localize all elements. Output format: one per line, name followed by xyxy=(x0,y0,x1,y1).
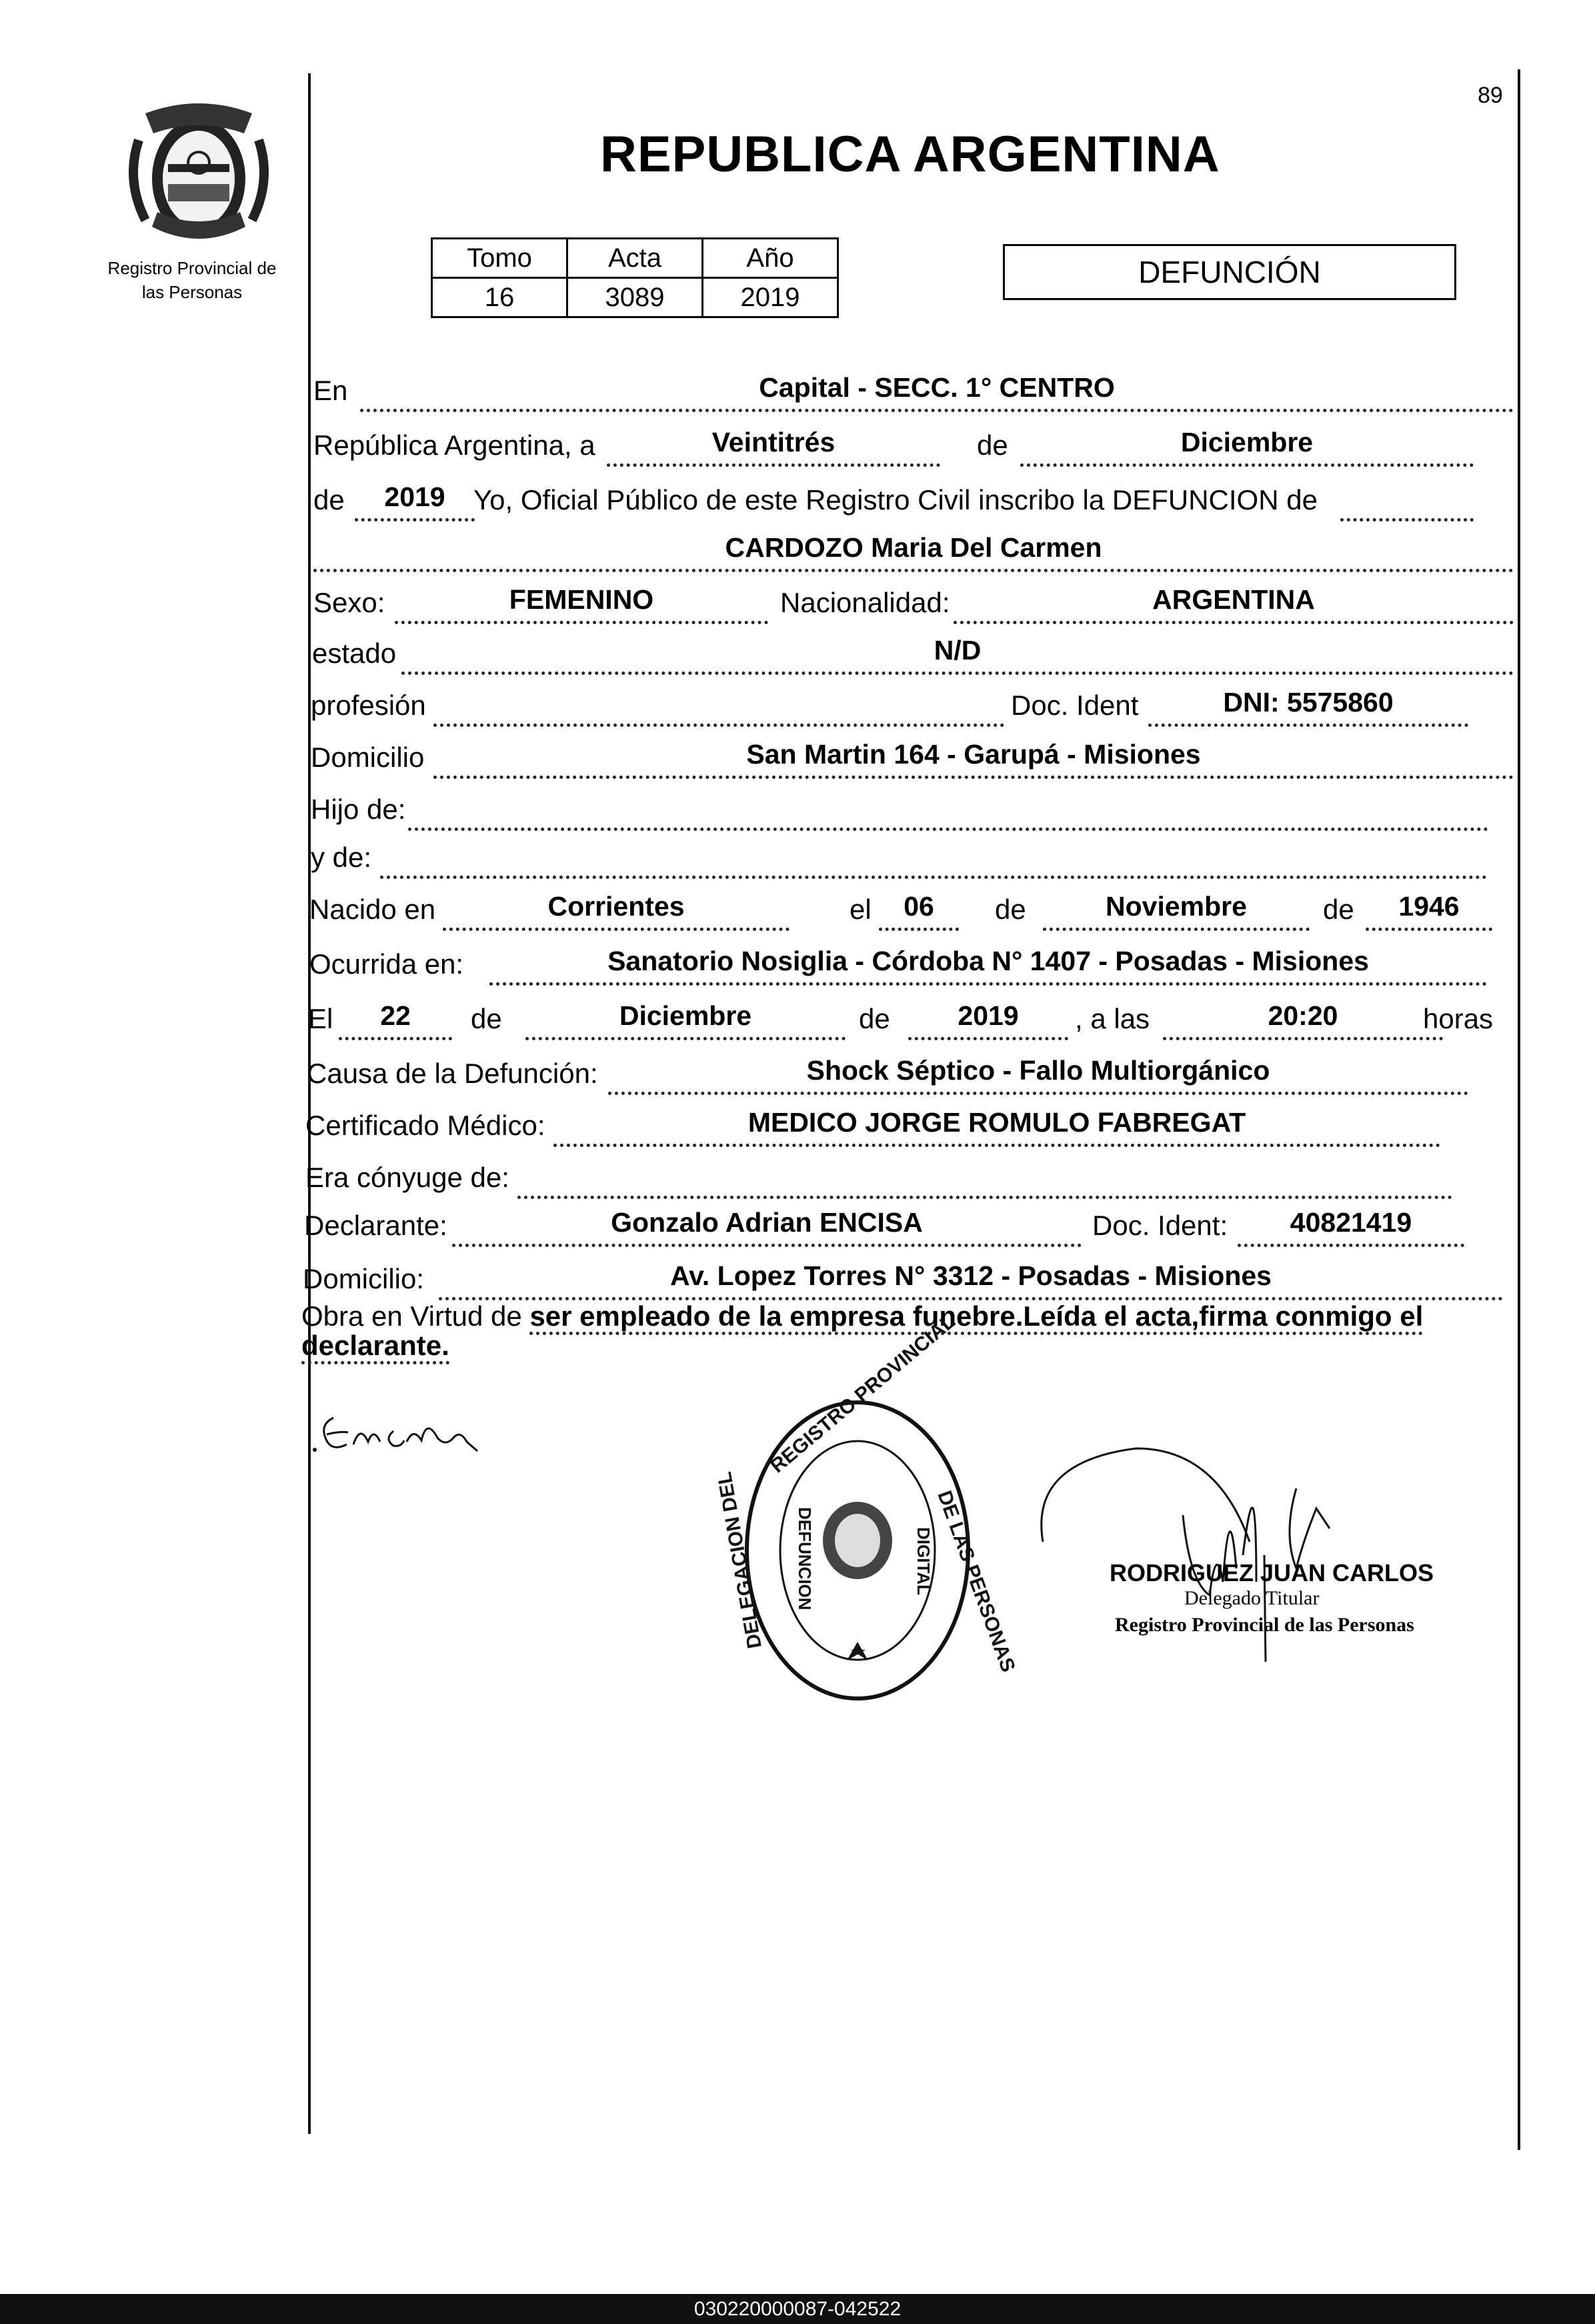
hijo-de-field xyxy=(408,788,1488,831)
row-domicilio: Domicilio San Martin 164 - Garupá - Misiones xyxy=(311,732,1514,780)
official-title: Delegado Titular xyxy=(1184,1587,1320,1609)
row-sexo: Sexo: FEMENINO Nacionalidad: ARGENTINA xyxy=(313,577,1514,626)
right-margin-rule xyxy=(1518,69,1520,2150)
conyuge-field xyxy=(517,1156,1452,1199)
estado-field: N/D xyxy=(401,632,1514,675)
nac-anio-field: 1946 xyxy=(1366,888,1492,931)
row-defuncion-fecha: El 22 de Diciembre de 2019 , a las 20:20 horas xyxy=(308,994,1514,1042)
acta-value: 3089 xyxy=(567,278,703,317)
acta-header: Acta xyxy=(567,239,703,278)
ocurrida-field: Sanatorio Nosiglia - Córdoba N° 1407 - Posadas - Misiones xyxy=(489,942,1487,986)
nombre-field: CARDOZO Maria Del Carmen xyxy=(313,529,1514,572)
y-de-field xyxy=(380,836,1487,879)
row-causa: Causa de la Defunción: Shock Séptico - Fallo Multiorgánico xyxy=(307,1048,1514,1096)
row-anio: de 2019 Yo, Oficial Público de este Registro Civil inscribo la DEFUNCION de xyxy=(313,475,1514,523)
official-signature xyxy=(1016,1435,1430,1678)
row-lugar: En Capital - SECC. 1° CENTRO xyxy=(313,365,1514,413)
page-title: REPUBLICA ARGENTINA xyxy=(600,126,1220,183)
row-certificado: Certificado Médico: MEDICO JORGE ROMULO FABREGAT xyxy=(305,1100,1514,1148)
sexo-field: FEMENINO xyxy=(395,581,768,624)
nacido-en-field: Corrientes xyxy=(443,888,789,931)
anio-field: 2019 xyxy=(355,478,475,521)
documento-field: DNI: 5575860 xyxy=(1148,684,1468,727)
official-seal xyxy=(713,1310,1020,1710)
declarant-signature xyxy=(307,1398,493,1474)
dia-field: Veintitrés xyxy=(607,423,940,467)
row-hijo-de: Hijo de: xyxy=(311,784,1514,832)
svg-text:DEFUNCION: DEFUNCION xyxy=(795,1507,815,1610)
anio-header: Año xyxy=(703,239,838,278)
lugar-field: Capital - SECC. 1° CENTRO xyxy=(360,369,1514,412)
declarante-domicilio-field: Av. Lopez Torres N° 3312 - Posadas - Misiones xyxy=(439,1257,1503,1300)
certificado-field: MEDICO JORGE ROMULO FABREGAT xyxy=(553,1104,1440,1147)
svg-text:DE LAS PERSONAS: DE LAS PERSONAS xyxy=(933,1488,1020,1675)
row-nacimiento: Nacido en Corrientes el 06 de Noviembre de 1946 xyxy=(309,884,1514,932)
mes-field: Diciembre xyxy=(1020,423,1474,467)
record-type-box: DEFUNCIÓN xyxy=(1003,244,1456,300)
official-registry: Registro Provincial de las Personas xyxy=(1115,1614,1414,1636)
page-number: 89 xyxy=(1478,83,1503,108)
row-y-de: y de: xyxy=(311,832,1514,880)
def-mes-field: Diciembre xyxy=(525,997,846,1040)
def-hora-field: 20:20 xyxy=(1163,997,1443,1040)
nac-mes-field: Noviembre xyxy=(1043,888,1310,931)
row-declarante-domicilio: Domicilio: Av. Lopez Torres N° 3312 - Posadas - Misiones xyxy=(303,1254,1514,1302)
row-profesion: profesión Doc. Ident DNI: 5575860 xyxy=(311,680,1514,728)
declarante-doc-field: 40821419 xyxy=(1238,1204,1464,1247)
obra-paragraph: Obra en Virtud de ser empleado de la empresa funebre.Leída el acta,firma conmigo el declarante. xyxy=(301,1302,1502,1360)
reference-table xyxy=(431,237,839,318)
def-anio-field: 2019 xyxy=(908,997,1068,1040)
obra-text: ser empleado de la empresa funebre.Leída el acta,firma conmigo el declarante. xyxy=(301,1300,1423,1364)
row-conyuge: Era cónyuge de: xyxy=(305,1152,1514,1200)
nac-dia-field: 06 xyxy=(879,888,959,931)
footer-code: 030220000087-042522 xyxy=(0,2294,1595,2324)
tomo-value: 16 xyxy=(432,278,567,317)
svg-text:DIGITAL: DIGITAL xyxy=(914,1527,934,1596)
province-logo xyxy=(119,93,279,253)
anio-value: 2019 xyxy=(703,278,838,317)
yo-blank-field xyxy=(1340,478,1474,521)
svg-text:REGISTRO PROVINCIAL: REGISTRO PROVINCIAL xyxy=(766,1310,960,1478)
row-fecha: República Argentina, a Veintitrés de Diciembre xyxy=(313,420,1514,468)
profesion-field xyxy=(433,684,1004,727)
causa-field: Shock Séptico - Fallo Multiorgánico xyxy=(608,1052,1468,1095)
declarante-field: Gonzalo Adrian ENCISA xyxy=(452,1204,1082,1247)
nacionalidad-field: ARGENTINA xyxy=(954,581,1514,624)
def-dia-field: 22 xyxy=(339,997,452,1040)
row-declarante: Declarante: Gonzalo Adrian ENCISA Doc. Ident: 40821419 xyxy=(304,1200,1514,1248)
svg-text:DELEGACION DEL: DELEGACION DEL xyxy=(713,1470,766,1650)
domicilio-field: San Martin 164 - Garupá - Misiones xyxy=(433,736,1514,779)
row-estado: estado N/D xyxy=(312,628,1514,676)
registry-caption: Registro Provincial de las Personas xyxy=(107,258,277,302)
official-name: RODRIGUEZ JUAN CARLOS xyxy=(1110,1559,1434,1586)
row-ocurrida: Ocurrida en: Sanatorio Nosiglia - Córdoba N° 1407 - Posadas - Misiones xyxy=(309,939,1514,987)
row-nombre xyxy=(313,525,1514,573)
tomo-header: Tomo xyxy=(432,239,567,278)
